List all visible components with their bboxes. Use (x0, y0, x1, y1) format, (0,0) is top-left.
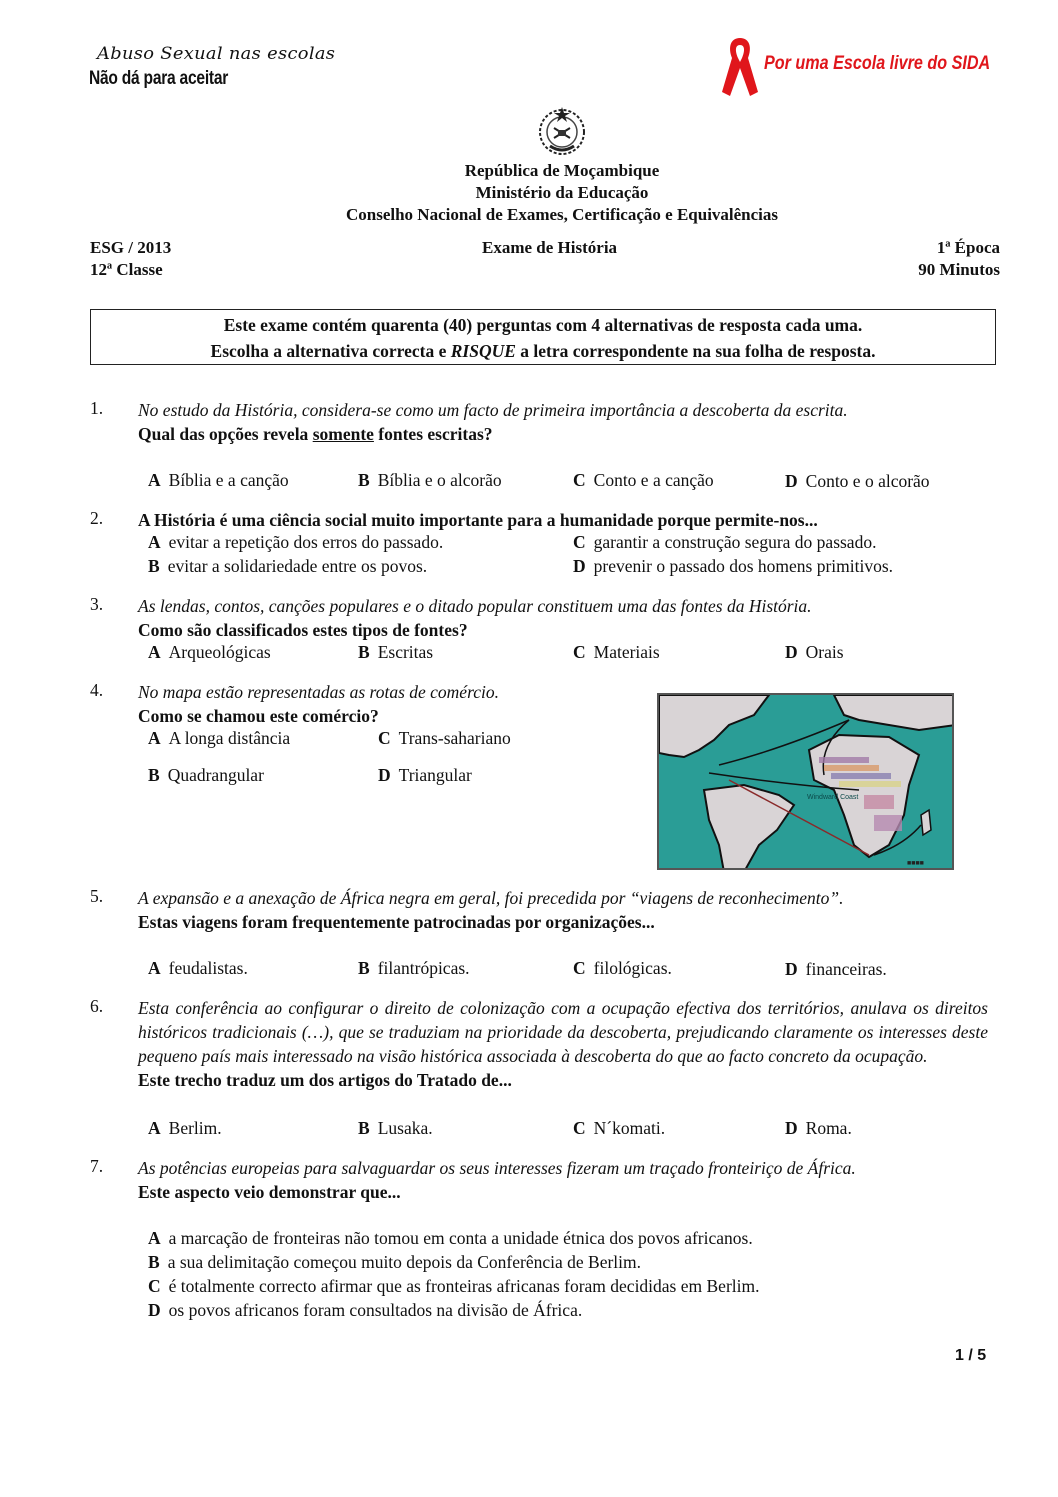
question-6 (138, 996, 988, 1092)
exam-grade: 12ª Classe (90, 260, 163, 279)
option-d[interactable]: D Triangular (378, 765, 472, 785)
option-b[interactable]: B Escritas (358, 642, 434, 662)
question-2 (138, 508, 988, 532)
option-b[interactable]: B a sua delimitação começou muito depois da Conferência de Berlim. (148, 1252, 641, 1272)
option-d[interactable]: D os povos africanos foram consultados na divisão de África. (148, 1300, 583, 1320)
question-prompt: Como se chamou este comércio? (138, 706, 379, 726)
page-number: 1 / 5 (955, 1347, 987, 1364)
question-prompt: Estas viagens foram frequentemente patrocinadas por organizações... (138, 912, 655, 932)
question-context: Esta conferência ao configurar o direito de colonização com a ocupação efectiva dos territórios, anulava os direitos históricos tradicionais (…), que se traduziam na prioridade da descoberta, prejudicando claramente os interesses deste pequeno país mais interessado na visão histórica associada à descoberta do que ao facto concreto da ocupação. (138, 998, 988, 1066)
campaign-banner (720, 34, 1030, 100)
question-context: A expansão e a anexação de África negra em geral, foi precedida por “viagens de reconhecimento”. (138, 888, 844, 908)
exam-title: Exame de História (482, 238, 618, 257)
option-a[interactable]: A Bíblia e a canção (148, 470, 289, 490)
red-ribbon-icon (720, 34, 760, 100)
question-context: As lendas, contos, canções populares e o ditado popular constituem uma das fontes da História. (138, 596, 812, 616)
question-context: As potências europeias para salvaguardar os seus interesses fizeram um traçado fronteiriço de África. (138, 1158, 856, 1178)
question-prompt: Este trecho traduz um dos artigos do Tratado de... (138, 1070, 512, 1090)
option-c[interactable]: C garantir a construção segura do passado. (573, 532, 877, 552)
instructions-line-1: Este exame contém quarenta (40) perguntas com 4 alternativas de resposta cada uma. (223, 315, 863, 335)
question-3 (138, 594, 988, 642)
question-number: 4. (90, 680, 104, 700)
question-prompt: A História é uma ciência social muito importante para a humanidade porque permite-nos... (138, 510, 818, 530)
option-b[interactable]: B evitar a solidariedade entre os povos. (148, 556, 428, 576)
atlantic-trade-routes-map (657, 693, 954, 870)
option-d[interactable]: D financeiras. (785, 959, 887, 979)
option-c[interactable]: C Materiais (573, 642, 660, 662)
exam-code: ESG / 2013 (90, 238, 172, 257)
question-number: 3. (90, 594, 104, 614)
question-1 (138, 398, 988, 446)
svg-text:Windward Coast: Windward Coast (807, 794, 859, 801)
question-5 (138, 886, 988, 934)
instructions-box (90, 309, 996, 365)
question-7 (138, 1156, 988, 1204)
question-prompt: Como são classificados estes tipos de fontes? (138, 620, 468, 640)
option-d[interactable]: D Orais (785, 642, 844, 662)
svg-text:■■■■: ■■■■ (907, 860, 924, 867)
question-prompt: Qual das opções revela somente fontes escritas? (138, 424, 493, 444)
question-4 (138, 680, 638, 728)
option-b[interactable]: B filantrópicas. (358, 958, 470, 978)
option-a[interactable]: A a marcação de fronteiras não tomou em conta a unidade étnica dos povos africanos. (148, 1228, 753, 1248)
option-d[interactable]: D Roma. (785, 1118, 852, 1138)
option-a[interactable]: A A longa distância (148, 728, 291, 748)
option-b[interactable]: B Lusaka. (358, 1118, 433, 1138)
exam-duration: 90 Minutos (918, 260, 1000, 279)
option-a[interactable]: A Arqueológicas (148, 642, 271, 662)
option-c[interactable]: C é totalmente correcto afirmar que as fronteiras africanas foram decididas em Berlim. (148, 1276, 760, 1296)
institution-line-1: República de Moçambique (464, 161, 660, 180)
question-number: 6. (90, 996, 104, 1016)
question-number: 1. (90, 398, 104, 418)
tagline-script: Abuso Sexual nas escolas (97, 44, 336, 64)
option-b[interactable]: B Bíblia e o alcorão (358, 470, 502, 490)
question-number: 7. (90, 1156, 104, 1176)
option-a[interactable]: A evitar a repetição dos erros do passado. (148, 532, 444, 552)
option-c[interactable]: C N´komati. (573, 1118, 666, 1138)
option-c[interactable]: C filológicas. (573, 958, 672, 978)
institution-line-3: Conselho Nacional de Exames, Certificação e Equivalências (345, 205, 779, 224)
question-number: 5. (90, 886, 104, 906)
institution-line-2: Ministério da Educação (475, 183, 649, 202)
option-b[interactable]: B Quadrangular (148, 765, 264, 785)
instructions-line-2: Escolha a alternativa correcta e RISQUE a letra correspondente na sua folha de resposta. (210, 341, 876, 361)
question-prompt: Este aspecto veio demonstrar que... (138, 1182, 401, 1202)
exam-season: 1ª Época (936, 238, 1000, 257)
question-number: 2. (90, 508, 104, 528)
option-a[interactable]: A Berlim. (148, 1118, 222, 1138)
tagline-bold: Não dá para aceitar (89, 68, 229, 89)
question-context: No estudo da História, considera-se como um facto de primeira importância a descoberta da escrita. (138, 400, 848, 420)
campaign-text: Por uma Escola livre do SIDA (764, 53, 991, 74)
mozambique-coat-of-arms-icon (536, 104, 588, 165)
option-c[interactable]: C Trans-sahariano (378, 728, 511, 748)
option-d[interactable]: D Conto e o alcorão (785, 471, 930, 491)
option-a[interactable]: A feudalistas. (148, 958, 248, 978)
option-c[interactable]: C Conto e a canção (573, 470, 714, 490)
option-d[interactable]: D prevenir o passado dos homens primitivos. (573, 556, 894, 576)
question-context: No mapa estão representadas as rotas de comércio. (138, 682, 499, 702)
